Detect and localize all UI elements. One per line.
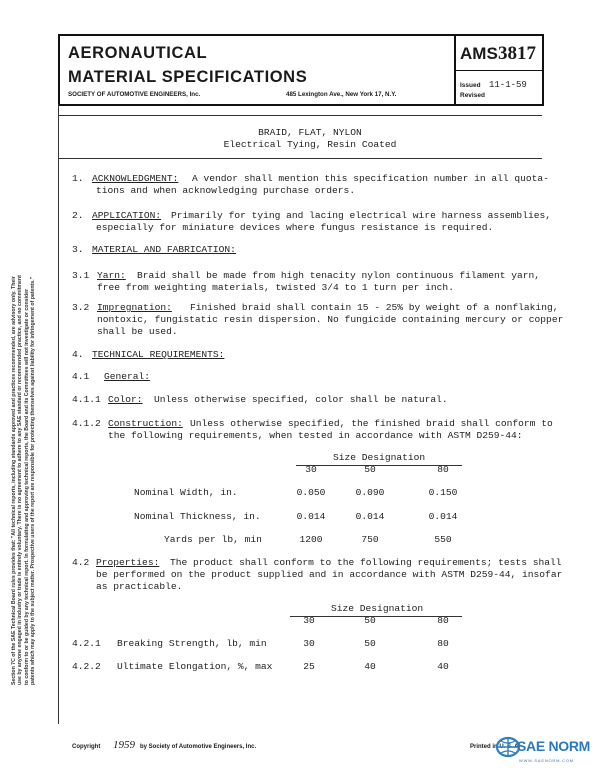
- table-cell: 1200: [299, 534, 323, 545]
- section-number: 3.2: [72, 302, 90, 313]
- legal-notice-line: use by anyone engaged in industry or trade is entirely voluntary. There is no agreement to adhere to any SAE standard or recommended practice, and no commitment: [17, 275, 24, 685]
- copyright-year: 1959: [113, 739, 135, 751]
- table-cell: 0.014: [296, 511, 326, 522]
- table-cell: 40: [437, 661, 449, 672]
- section-text: A vendor shall mention this specification number in all quota-: [192, 173, 549, 184]
- section-text: Unless otherwise specified, color shall be natural.: [154, 394, 448, 405]
- size-column-header: 80: [437, 464, 449, 475]
- copyright-holder: by Society of Automotive Engineers, Inc.: [140, 744, 257, 750]
- size-column-header: 50: [364, 615, 376, 626]
- header-box: [58, 34, 456, 106]
- size-column-header: 30: [303, 615, 315, 626]
- section-text: The product shall conform to the following requirements; tests shall: [170, 557, 562, 568]
- section-text: free from weighting materials, twisted 3/4 to 1 turn per inch.: [97, 282, 454, 293]
- size-column-header: 30: [305, 464, 317, 475]
- section-text: be performed on the product supplied and in accordance with ASTM D259-44, insofar: [96, 569, 563, 580]
- section-text: Primarily for tying and lacing electrical wire harness assemblies,: [171, 210, 551, 221]
- table-cell: 25: [303, 661, 315, 672]
- table-cell: 50: [364, 638, 376, 649]
- issued-date: 11-1-59: [489, 80, 527, 90]
- material-subtitle: Electrical Tying, Resin Coated: [223, 139, 397, 150]
- ams-number-box: [454, 34, 544, 106]
- sae-norm-watermark: [495, 736, 595, 770]
- section-text: Braid shall be made from high tenacity nylon continuous filament yarn,: [137, 270, 541, 281]
- section-number: 3.1: [72, 270, 90, 281]
- title-top-rule: [58, 115, 542, 116]
- section-heading: Properties:: [96, 557, 160, 568]
- printed-in: Printed in U. S. A.: [470, 744, 521, 750]
- ams-divider: [456, 70, 542, 71]
- table-cell: 30: [303, 638, 315, 649]
- size-designation-caption: Size Designation: [333, 452, 426, 463]
- legal-notice-line: patents which may apply to the subject matter. Prospective users of the report are responsible for protecting themselves against liability for infringement of patents.": [30, 276, 37, 685]
- section-text: as practicable.: [96, 581, 183, 592]
- issued-label: Issued: [460, 82, 481, 89]
- table-cell: 750: [361, 534, 379, 545]
- section-number: 4.1.2: [72, 418, 101, 429]
- section-heading: ACKNOWLEDGMENT:: [92, 173, 179, 184]
- section-text: especially for miniature devices where fungus resistance is required.: [96, 222, 494, 233]
- table-cell: 0.014: [355, 511, 385, 522]
- table-cell: 40: [364, 661, 376, 672]
- size-designation-caption: Size Designation: [331, 603, 424, 614]
- section-number: 4.1: [72, 371, 90, 382]
- section-text: shall be used.: [97, 326, 178, 337]
- table-row-label: Yards per lb, min: [164, 534, 262, 545]
- section-number: 3.: [72, 244, 84, 255]
- table-row-label: Nominal Thickness, in.: [134, 511, 261, 522]
- ams-label: AMS: [460, 44, 498, 63]
- section-heading: MATERIAL AND FABRICATION:: [92, 244, 236, 255]
- section-number: 2.: [72, 210, 84, 221]
- society-name: SOCIETY OF AUTOMOTIVE ENGINEERS, Inc.: [68, 91, 201, 98]
- copyright-label: Copyright: [72, 744, 101, 750]
- watermark-subtext: WWW.SAENORM.COM: [519, 758, 574, 763]
- section-heading: Color:: [108, 394, 143, 405]
- section-text: the following requirements, when tested in accordance with ASTM D259-44:: [108, 430, 523, 441]
- section-heading: Impregnation:: [97, 302, 172, 313]
- section-number: 4.2.1: [72, 638, 101, 649]
- section-text: nontoxic, fungistatic resin dispersion. No fungicide containing mercury or copper: [97, 314, 564, 325]
- section-text: Unless otherwise specified, the finished braid shall conform to: [190, 418, 553, 429]
- table-row-label: Nominal Width, in.: [134, 487, 238, 498]
- table-cell: 0.014: [428, 511, 458, 522]
- section-heading: TECHNICAL REQUIREMENTS:: [92, 349, 225, 360]
- title-bottom-rule: [58, 158, 542, 159]
- table-cell: 0.050: [296, 487, 326, 498]
- material-title: BRAID, FLAT, NYLON: [258, 127, 362, 138]
- legal-notice-line: to conform to or be guided by any technical report. In formulating and approving technical reports, the Board and its Committees will not investigate or consider: [23, 288, 30, 685]
- table-row-label: Ultimate Elongation, %, max: [117, 661, 273, 672]
- table-cell: 550: [434, 534, 452, 545]
- header-title-line2: MATERIAL SPECIFICATIONS: [68, 68, 308, 86]
- section-heading: Construction:: [108, 418, 183, 429]
- left-margin-rule: [58, 104, 59, 724]
- section-heading: General:: [104, 371, 151, 382]
- section-heading: Yarn:: [97, 270, 126, 281]
- revised-label: Revised: [460, 92, 485, 99]
- section-heading: APPLICATION:: [92, 210, 162, 221]
- table-cell: 80: [437, 638, 449, 649]
- table-cell: 0.090: [355, 487, 385, 498]
- header-title-line1: AERONAUTICAL: [68, 44, 208, 62]
- legal-notice-sidebar: [11, 95, 51, 685]
- section-text: tions and when acknowledging purchase orders.: [96, 185, 356, 196]
- section-number: 1.: [72, 173, 84, 184]
- section-number: 4.: [72, 349, 84, 360]
- size-column-header: 50: [364, 464, 376, 475]
- size-column-header: 80: [437, 615, 449, 626]
- section-number: 4.2.2: [72, 661, 101, 672]
- section-number: 4.1.1: [72, 394, 101, 405]
- society-address: 485 Lexington Ave., New York 17, N.Y.: [286, 91, 397, 98]
- legal-notice-line: Section 7C of the SAE Technical Board rules provides that: "All technical reports, including standards approved and practices recommended, are advisory only. Their: [11, 276, 17, 685]
- section-text: Finished braid shall contain 15 - 25% by weight of a nonflaking,: [190, 302, 559, 313]
- table-row-label: Breaking Strength, lb, min: [117, 638, 267, 649]
- table-cell: 0.150: [428, 487, 458, 498]
- watermark-text: SAE NORM: [517, 738, 591, 754]
- section-number: 4.2: [72, 557, 90, 568]
- ams-number: 3817: [498, 43, 536, 64]
